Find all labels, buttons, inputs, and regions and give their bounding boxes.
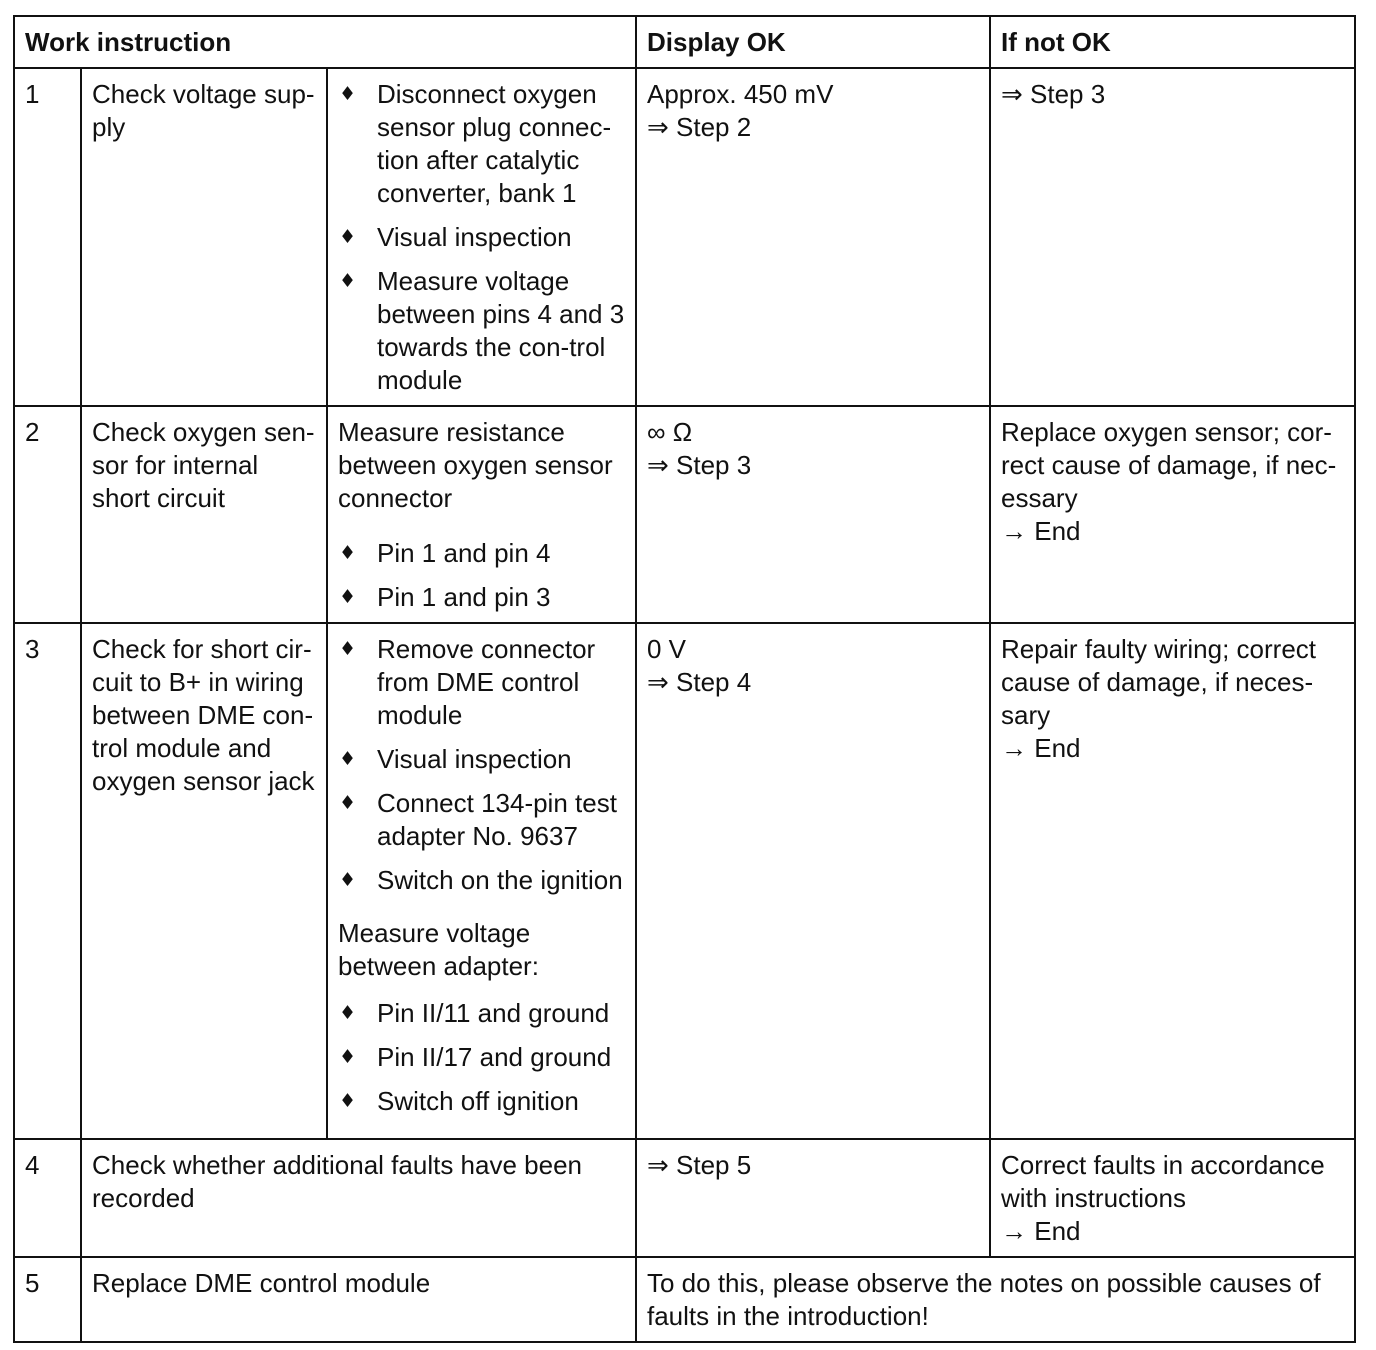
header-work-instruction: Work instruction bbox=[14, 16, 636, 68]
list-item: ♦ Pin II/11 and ground bbox=[338, 997, 625, 1030]
list-item: ♦ Connect 134-pin test adapter No. 9637 bbox=[338, 787, 625, 853]
instruction-list bbox=[338, 633, 625, 897]
not-ok-action: Correct faults in accordance with instructions bbox=[1001, 1150, 1325, 1213]
step-task: Check voltage sup-ply bbox=[81, 68, 327, 406]
table-row bbox=[14, 406, 1355, 623]
table-row bbox=[14, 1139, 1355, 1257]
step-task: Check oxygen sen-sor for internal short circuit bbox=[81, 406, 327, 623]
step-task: Replace DME control module bbox=[81, 1257, 636, 1342]
list-item: ♦ Remove connector from DME control module bbox=[338, 633, 625, 732]
list-item: ♦ Pin 1 and pin 3 bbox=[338, 581, 625, 614]
list-item: ♦ Disconnect oxygen sensor plug connec-tion after catalytic converter, bank 1 bbox=[338, 78, 625, 210]
header-if-not-ok: If not OK bbox=[990, 16, 1355, 68]
list-item: ♦ Measure voltage between pins 4 and 3 towards the con-trol module bbox=[338, 265, 625, 397]
step-instructions bbox=[327, 623, 636, 1139]
list-item: ♦ Pin 1 and pin 4 bbox=[338, 537, 625, 570]
instruction-list bbox=[338, 997, 625, 1118]
header-row bbox=[14, 16, 1355, 68]
table-row bbox=[14, 623, 1355, 1139]
step-task: Check whether additional faults have been recorded bbox=[81, 1139, 636, 1257]
not-ok-next-step: → End bbox=[1001, 516, 1081, 546]
not-ok-cell bbox=[990, 68, 1355, 406]
instruction-intro: Measure resistance between oxygen sensor connector bbox=[338, 417, 613, 513]
not-ok-cell bbox=[990, 623, 1355, 1139]
display-ok-cell bbox=[636, 1139, 990, 1257]
step-number: 1 bbox=[14, 68, 81, 406]
ok-value: Approx. 450 mV bbox=[647, 79, 834, 109]
table-row bbox=[14, 68, 1355, 406]
display-ok-cell bbox=[636, 68, 990, 406]
not-ok-cell bbox=[990, 406, 1355, 623]
not-ok-action: Replace oxygen sensor; cor-rect cause of damage, if nec-essary bbox=[1001, 417, 1337, 513]
step-instructions bbox=[327, 68, 636, 406]
ok-value: 0 V bbox=[647, 634, 687, 664]
step-task: Check for short cir-cuit to B+ in wiring between DME con-trol module and oxygen sensor jack bbox=[81, 623, 327, 1139]
step-number: 5 bbox=[14, 1257, 81, 1342]
not-ok-next-step: → End bbox=[1001, 733, 1081, 763]
list-item: ♦ Switch on the ignition bbox=[338, 864, 625, 897]
step-instructions bbox=[327, 406, 636, 623]
instruction-list bbox=[338, 537, 625, 614]
step-note: To do this, please observe the notes on possible causes of faults in the introduction! bbox=[636, 1257, 1355, 1342]
ok-next-step: ⇒ Step 3 bbox=[647, 450, 752, 480]
not-ok-action: Repair faulty wiring; correct cause of damage, if neces-sary bbox=[1001, 634, 1316, 730]
ok-value: ∞ Ω bbox=[647, 417, 693, 447]
table-row bbox=[14, 1257, 1355, 1342]
instruction-intro: Measure voltage between adapter: bbox=[338, 918, 539, 981]
display-ok-cell bbox=[636, 623, 990, 1139]
step-number: 2 bbox=[14, 406, 81, 623]
step-number: 3 bbox=[14, 623, 81, 1139]
ok-next-step: ⇒ Step 4 bbox=[647, 667, 752, 697]
header-display-ok: Display OK bbox=[636, 16, 990, 68]
work-instruction-table bbox=[13, 15, 1356, 1343]
not-ok-cell bbox=[990, 1139, 1355, 1257]
not-ok-next-step: → End bbox=[1001, 1216, 1081, 1246]
ok-next-step: ⇒ Step 5 bbox=[647, 1150, 752, 1180]
display-ok-cell bbox=[636, 406, 990, 623]
step-number: 4 bbox=[14, 1139, 81, 1257]
list-item: ♦ Visual inspection bbox=[338, 221, 625, 254]
list-item: ♦ Visual inspection bbox=[338, 743, 625, 776]
list-item: ♦ Switch off ignition bbox=[338, 1085, 625, 1118]
list-item: ♦ Pin II/17 and ground bbox=[338, 1041, 625, 1074]
instruction-list bbox=[338, 78, 625, 397]
ok-next-step: ⇒ Step 2 bbox=[647, 112, 752, 142]
not-ok-next-step: ⇒ Step 3 bbox=[1001, 79, 1106, 109]
